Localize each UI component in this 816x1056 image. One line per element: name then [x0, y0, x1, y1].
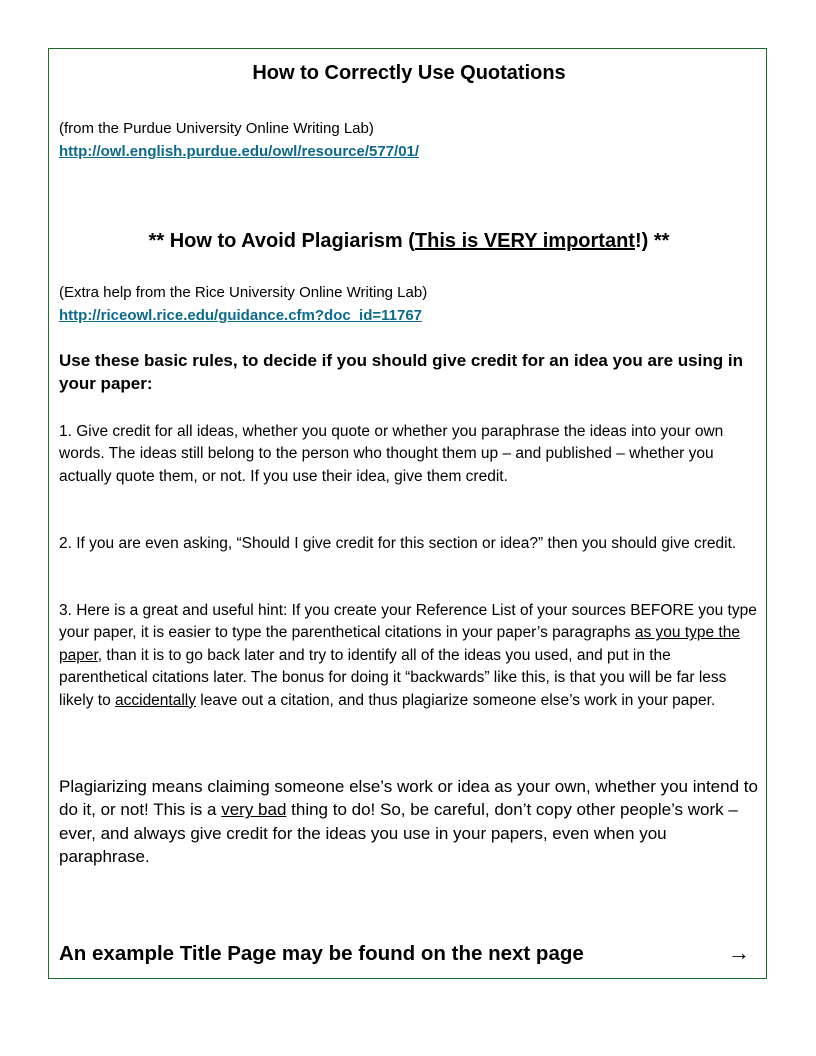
plagiarism-heading-suffix: !) ** [634, 230, 670, 252]
quotations-heading: How to Correctly Use Quotations [252, 62, 566, 84]
plagiarism-heading-emphasis: This is VERY important [414, 230, 635, 252]
rule-3-part-2: , than it is to go back later and try to identify all of the ideas you used, and put in the parenthetical citations later. The bonus for doing it “backwards” like this, is that you will be far less likely to [59, 646, 727, 709]
rule-3 [59, 600, 759, 712]
rice-owl-link[interactable]: http://riceowl.rice.edu/guidance.cfm?doc_id=11767 [59, 307, 423, 324]
rule-3-part-3: leave out a citation, and thus plagiarize someone else’s work in your paper. [196, 691, 716, 709]
rule-3-part-1: 3. Here is a great and useful hint: If you create your Reference List of your sources BEFORE you type your paper, it is easier to type the parenthetical citations in your paper’s paragraphs [59, 602, 757, 642]
plagiarizing-part-2: thing to do! So, be careful, don’t copy other people’s work – ever, and always give credit for the ideas you use in your papers, even when you paraphrase. [59, 800, 738, 866]
rule-2: 2. If you are even asking, “Should I give credit for this section or idea?” then you should give credit. [59, 535, 737, 552]
purdue-source-note: (from the Purdue University Online Writing Lab) [59, 120, 374, 137]
plagiarism-heading [59, 230, 759, 253]
purdue-owl-link[interactable]: http://owl.english.purdue.edu/owl/resource/577/01/ [59, 143, 420, 160]
plagiarizing-part-1: Plagiarizing means claiming someone else’s work or idea as your own, whether you intend to do it, or not! This is a [59, 777, 758, 820]
right-arrow-icon: → [728, 940, 750, 965]
plagiarism-heading-prefix: ** How to Avoid Plagiarism ( [148, 230, 415, 252]
next-page-note: An example Title Page may be found on the next page [59, 942, 584, 965]
rice-source-note: (Extra help from the Rice University Online Writing Lab) [59, 284, 428, 301]
plagiarizing-underline: very bad [221, 800, 287, 820]
rules-intro: Use these basic rules, to decide if you should give credit for an idea you are using in your paper: [59, 351, 743, 393]
rule-3-underline-1: as you type the paper [59, 624, 740, 664]
rule-3-underline-2: accidentally [115, 691, 196, 709]
rule-1: 1. Give credit for all ideas, whether you quote or whether you paraphrase the ideas into your own words. The ideas still belong to the person who thought them up – and published – whether you actually quote them, or not. If you use their idea, give them credit. [59, 423, 724, 485]
plagiarizing-paragraph [59, 775, 759, 868]
